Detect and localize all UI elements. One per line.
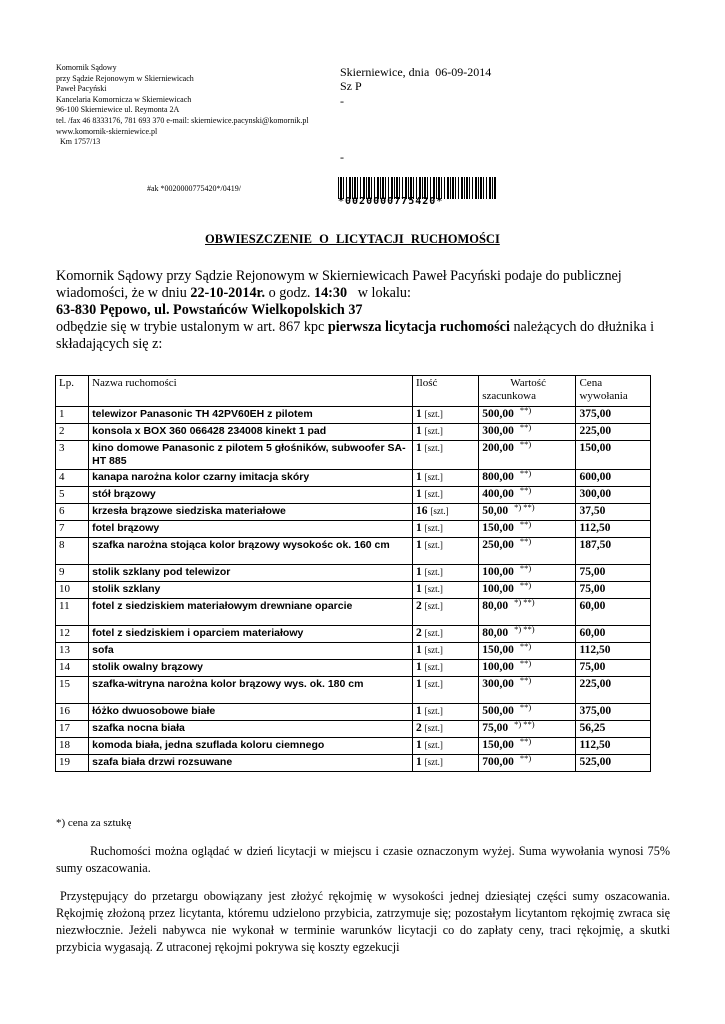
- row-qty: [412, 704, 478, 721]
- row-qty: [412, 521, 478, 538]
- table-row: [56, 660, 651, 677]
- table-row: [56, 538, 651, 565]
- value-amount: 100,00: [482, 566, 514, 578]
- qty-unit: [szt.]: [424, 706, 443, 716]
- table-row: [56, 643, 651, 660]
- value-note: **): [519, 468, 532, 478]
- row-price: 525,00: [576, 755, 651, 772]
- value-note: **): [519, 485, 532, 495]
- col-value-line1: Wartość: [510, 377, 546, 389]
- row-qty: [412, 504, 478, 521]
- value-amount: 100,00: [482, 583, 514, 595]
- header-line: przy Sądzie Rejonowym w Skierniewicach: [56, 73, 194, 83]
- table-row: [56, 504, 651, 521]
- row-value: [479, 424, 576, 441]
- value-note: **): [519, 422, 532, 432]
- intro-text: należących do dłużnika i: [509, 319, 655, 335]
- intro-line-5: składających się z:: [56, 336, 163, 352]
- qty-unit: [szt.]: [424, 472, 443, 482]
- row-lp: 8: [56, 538, 89, 565]
- value-amount: 150,00: [482, 644, 514, 656]
- row-price: 60,00: [576, 599, 651, 626]
- qty-unit: [szt.]: [424, 628, 443, 638]
- intro-text: wiadomości, że w dniu: [56, 285, 191, 301]
- value-amount: 500,00: [482, 408, 514, 420]
- value-amount: 80,00: [482, 627, 509, 639]
- row-lp: 15: [56, 677, 89, 704]
- row-qty: [412, 660, 478, 677]
- header-line: www.komornik-skierniewice.pl: [56, 126, 158, 136]
- qty-value: 2: [415, 627, 422, 639]
- header-line: Komornik Sądowy: [56, 63, 117, 72]
- value-note: *) **): [514, 502, 535, 512]
- table-row: [56, 487, 651, 504]
- value-note: *) **): [514, 624, 535, 634]
- row-qty: [412, 755, 478, 772]
- qty-value: 1: [415, 522, 422, 534]
- row-value: [479, 487, 576, 504]
- table-row: [56, 599, 651, 626]
- row-qty: [412, 470, 478, 487]
- auction-date: 22-10-2014r.: [190, 285, 266, 301]
- row-qty: [412, 582, 478, 599]
- row-price: 112,50: [576, 521, 651, 538]
- row-lp: 1: [56, 407, 89, 424]
- intro-line-4: [56, 319, 670, 336]
- row-value: [479, 538, 576, 565]
- value-amount: 700,00: [482, 756, 514, 768]
- table-row: [56, 677, 651, 704]
- qty-unit: [szt.]: [424, 409, 443, 419]
- bailiff-header: [56, 63, 309, 148]
- header-line: Kancelaria Komornicza w Skierniewicach: [56, 94, 192, 104]
- case-reference: #ak *0020000775420*/0419/: [147, 184, 241, 193]
- col-price: [576, 376, 651, 407]
- table-row: [56, 407, 651, 424]
- value-amount: 500,00: [482, 705, 514, 717]
- row-qty: [412, 721, 478, 738]
- row-lp: 9: [56, 565, 89, 582]
- value-note: **): [519, 641, 532, 651]
- row-value: [479, 755, 576, 772]
- table-row: [56, 424, 651, 441]
- qty-unit: [szt.]: [430, 506, 449, 516]
- row-price: 112,50: [576, 643, 651, 660]
- place-date-block: [340, 65, 491, 93]
- row-price: 300,00: [576, 487, 651, 504]
- row-qty: [412, 407, 478, 424]
- qty-unit: [szt.]: [424, 645, 443, 655]
- row-price: 375,00: [576, 704, 651, 721]
- value-note: **): [519, 536, 532, 546]
- row-qty: [412, 487, 478, 504]
- row-qty: [412, 424, 478, 441]
- table-row: [56, 738, 651, 755]
- header-line: Km 1757/13: [56, 137, 101, 147]
- row-lp: 13: [56, 643, 89, 660]
- auction-time: 14:30: [313, 285, 348, 301]
- value-amount: 80,00: [482, 600, 509, 612]
- qty-unit: [szt.]: [424, 757, 443, 767]
- qty-value: 1: [415, 425, 422, 437]
- table-row: [56, 565, 651, 582]
- row-price: 75,00: [576, 660, 651, 677]
- qty-unit: [szt.]: [424, 540, 443, 550]
- qty-value: 1: [415, 408, 422, 420]
- col-qty: Ilość: [412, 376, 478, 407]
- header-line: Paweł Pacyński: [56, 84, 107, 94]
- table-row: [56, 626, 651, 643]
- row-lp: 7: [56, 521, 89, 538]
- row-price: 375,00: [576, 407, 651, 424]
- row-qty: [412, 565, 478, 582]
- table-row: [56, 582, 651, 599]
- viewing-paragraph: Ruchomości można oglądać w dzień licytacji w miejscu i czasie oznaczonym wyżej. Suma wywołania wynosi 75% sumy oszacowania.: [56, 844, 670, 875]
- row-value: [479, 721, 576, 738]
- value-amount: 75,00: [482, 722, 509, 734]
- row-price: 60,00: [576, 626, 651, 643]
- intro-line-1: Komornik Sądowy przy Sądzie Rejonowym w Skierniewicach Paweł Pacyński podaje do publicznej: [56, 268, 622, 284]
- signature-initials: Sz P: [340, 79, 362, 93]
- col-price-line2: wywołania: [579, 390, 628, 402]
- row-value: [479, 704, 576, 721]
- header-line: tel. /fax 46 8333176, 781 693 370 e-mail: skierniewice.pacynski@komornik.pl: [56, 115, 309, 125]
- row-qty: [412, 643, 478, 660]
- table-header-row: [56, 376, 651, 407]
- value-note: **): [519, 519, 532, 529]
- value-amount: 100,00: [482, 661, 514, 673]
- row-item-name: krzesła brązowe siedziska materiałowe: [89, 504, 413, 521]
- row-lp: 11: [56, 599, 89, 626]
- row-item-name: szafka narożna stojąca kolor brązowy wysokośc ok. 160 cm: [89, 538, 413, 565]
- row-value: [479, 565, 576, 582]
- row-price: 56,25: [576, 721, 651, 738]
- col-value: [479, 376, 576, 407]
- qty-unit: [szt.]: [424, 489, 443, 499]
- row-lp: 5: [56, 487, 89, 504]
- value-amount: 250,00: [482, 539, 514, 551]
- intro-text: odbędzie się w trybie ustalonym w art. 867 kpc: [56, 319, 328, 335]
- intro-line-2: [56, 285, 670, 302]
- value-note: **): [519, 439, 532, 449]
- value-amount: 200,00: [482, 442, 514, 454]
- row-price: 112,50: [576, 738, 651, 755]
- row-item-name: szafka nocna biała: [89, 721, 413, 738]
- row-lp: 3: [56, 441, 89, 470]
- qty-unit: [szt.]: [424, 679, 443, 689]
- value-note: *) **): [514, 719, 535, 729]
- row-item-name: fotel z siedziskiem i oparciem materiałowy: [89, 626, 413, 643]
- col-lp: Lp.: [56, 376, 89, 407]
- row-lp: 2: [56, 424, 89, 441]
- qty-unit: [szt.]: [424, 723, 443, 733]
- qty-value: 1: [415, 644, 422, 656]
- value-note: **): [519, 736, 532, 746]
- row-value: [479, 660, 576, 677]
- qty-value: 1: [415, 488, 422, 500]
- intro-text: w lokalu:: [347, 285, 411, 301]
- qty-value: 1: [415, 442, 422, 454]
- row-item-name: kino domowe Panasonic z pilotem 5 głośników, subwoofer SA-HT 885: [89, 441, 413, 470]
- deposit-paragraph: Przystępujący do przetargu obowiązany jest złożyć rękojmię w wysokości jednej dziesiątej części sumy oszacowania. Rękojmię złożoną przez licytanta, któremu udzielono przybicia, zatrzymuje się; pozostałym licytantom rękojmię zwraca się niezwłocznie. Jeżeli nabywca nie wykonał w terminie warunków licytacji co do zapłaty ceny, traci rękojmię, a skutki przybicia wygasają. Z utraconej rękojmi pokrywa się koszty egzekucji: [56, 889, 670, 954]
- qty-unit: [szt.]: [424, 740, 443, 750]
- value-amount: 50,00: [482, 505, 509, 517]
- row-item-name: stolik szklany pod telewizor: [89, 565, 413, 582]
- qty-unit: [szt.]: [424, 584, 443, 594]
- row-value: [479, 504, 576, 521]
- row-lp: 18: [56, 738, 89, 755]
- col-value-line2: szacunkowa: [482, 390, 536, 402]
- row-lp: 19: [56, 755, 89, 772]
- row-item-name: stół brązowy: [89, 487, 413, 504]
- row-item-name: telewizor Panasonic TH 42PV60EH z pilotem: [89, 407, 413, 424]
- qty-value: 1: [415, 756, 422, 768]
- col-name: Nazwa ruchomości: [89, 376, 413, 407]
- dash-mark: -: [340, 94, 344, 108]
- row-value: [479, 407, 576, 424]
- auction-address: 63-830 Pępowo, ul. Powstańców Wielkopolskich 37: [56, 302, 363, 318]
- row-item-name: komoda biała, jedna szuflada koloru ciemnego: [89, 738, 413, 755]
- row-value: [479, 441, 576, 470]
- row-price: 75,00: [576, 565, 651, 582]
- notice-title: OBWIESZCZENIE O LICYTACJI RUCHOMOŚCI: [205, 232, 500, 246]
- row-value: [479, 470, 576, 487]
- table-row: [56, 721, 651, 738]
- row-value: [479, 582, 576, 599]
- row-value: [479, 643, 576, 660]
- row-item-name: kanapa narożna kolor czarny imitacja skóry: [89, 470, 413, 487]
- auction-type: pierwsza licytacja ruchomości: [327, 319, 510, 335]
- qty-value: 1: [415, 678, 422, 690]
- table-row: [56, 470, 651, 487]
- row-item-name: sofa: [89, 643, 413, 660]
- value-note: *) **): [514, 597, 535, 607]
- row-price: 75,00: [576, 582, 651, 599]
- qty-unit: [szt.]: [424, 601, 443, 611]
- row-lp: 17: [56, 721, 89, 738]
- table-row: [56, 441, 651, 470]
- qty-value: 16: [415, 505, 428, 517]
- row-value: [479, 599, 576, 626]
- dash-mark: -: [340, 150, 344, 164]
- row-qty: [412, 538, 478, 565]
- qty-unit: [szt.]: [424, 523, 443, 533]
- value-amount: 800,00: [482, 471, 514, 483]
- place-date: Skierniewice, dnia 06-09-2014: [340, 65, 492, 79]
- table-row: [56, 704, 651, 721]
- value-note: **): [519, 580, 532, 590]
- row-value: [479, 521, 576, 538]
- row-price: 225,00: [576, 677, 651, 704]
- qty-value: 1: [415, 566, 422, 578]
- row-lp: 6: [56, 504, 89, 521]
- table-row: [56, 755, 651, 772]
- intro-paragraph: [56, 268, 670, 353]
- qty-value: 2: [415, 722, 422, 734]
- qty-value: 1: [415, 583, 422, 595]
- row-lp: 10: [56, 582, 89, 599]
- col-price-line1: Cena: [579, 377, 603, 389]
- header-line: 96-100 Skierniewice ul. Reymonta 2A: [56, 105, 180, 115]
- value-amount: 300,00: [482, 425, 514, 437]
- value-amount: 300,00: [482, 678, 514, 690]
- row-item-name: fotel z siedziskiem materiałowym drewniane oparcie: [89, 599, 413, 626]
- row-qty: [412, 599, 478, 626]
- qty-value: 1: [415, 471, 422, 483]
- value-note: **): [519, 675, 532, 685]
- value-amount: 150,00: [482, 739, 514, 751]
- table-row: [56, 521, 651, 538]
- row-lp: 16: [56, 704, 89, 721]
- footnote: *) cena za sztukę: [56, 817, 132, 829]
- row-price: 150,00: [576, 441, 651, 470]
- row-lp: 4: [56, 470, 89, 487]
- value-note: **): [519, 753, 532, 763]
- row-value: [479, 626, 576, 643]
- row-lp: 14: [56, 660, 89, 677]
- barcode-text: *0020000775420*: [338, 196, 444, 207]
- items-table: [55, 375, 651, 772]
- row-price: 225,00: [576, 424, 651, 441]
- row-item-name: fotel brązowy: [89, 521, 413, 538]
- row-qty: [412, 441, 478, 470]
- row-price: 37,50: [576, 504, 651, 521]
- row-item-name: konsola x BOX 360 066428 234008 kinekt 1 pad: [89, 424, 413, 441]
- row-item-name: stolik owalny brązowy: [89, 660, 413, 677]
- intro-text: o godz.: [265, 285, 314, 301]
- qty-value: 1: [415, 705, 422, 717]
- row-qty: [412, 626, 478, 643]
- row-qty: [412, 738, 478, 755]
- qty-unit: [szt.]: [424, 426, 443, 436]
- qty-value: 1: [415, 661, 422, 673]
- value-note: **): [519, 658, 532, 668]
- value-note: **): [519, 702, 532, 712]
- value-note: **): [519, 563, 532, 573]
- row-price: 600,00: [576, 470, 651, 487]
- barcode: [338, 177, 496, 207]
- value-note: **): [519, 405, 532, 415]
- row-item-name: łóżko dwuosobowe białe: [89, 704, 413, 721]
- row-lp: 12: [56, 626, 89, 643]
- row-qty: [412, 677, 478, 704]
- qty-value: 1: [415, 539, 422, 551]
- row-item-name: szafka-witryna narożna kolor brązowy wys. ok. 180 cm: [89, 677, 413, 704]
- qty-unit: [szt.]: [424, 567, 443, 577]
- qty-unit: [szt.]: [424, 662, 443, 672]
- value-amount: 400,00: [482, 488, 514, 500]
- qty-value: 1: [415, 739, 422, 751]
- row-item-name: stolik szklany: [89, 582, 413, 599]
- row-price: 187,50: [576, 538, 651, 565]
- row-value: [479, 677, 576, 704]
- row-item-name: szafa biała drzwi rozsuwane: [89, 755, 413, 772]
- qty-value: 2: [415, 600, 422, 612]
- value-amount: 150,00: [482, 522, 514, 534]
- row-value: [479, 738, 576, 755]
- qty-unit: [szt.]: [424, 443, 443, 453]
